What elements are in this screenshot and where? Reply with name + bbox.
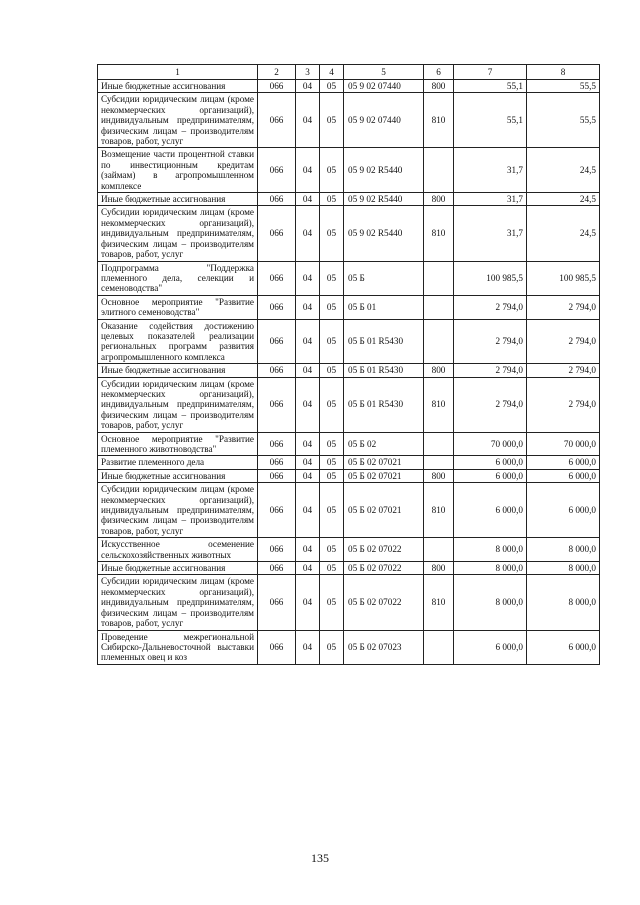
- cell-amount-2: 2 794,0: [527, 377, 600, 432]
- cell-amount-2: 2 794,0: [527, 319, 600, 364]
- cell-amount-2: 24,5: [527, 206, 600, 261]
- cell-subsection: 05: [320, 206, 344, 261]
- table-row: [98, 538, 600, 562]
- cell-name: Оказание содействия достижению целевых показателей реализации региональных программ развития агропромышленного комплекса: [98, 319, 258, 364]
- cell-subsection: 05: [320, 469, 344, 482]
- cell-ministry-code: 066: [258, 148, 296, 193]
- cell-target-article: 05 Б 02 07022: [344, 575, 424, 630]
- cell-amount-1: 8 000,0: [454, 575, 527, 630]
- cell-subsection: 05: [320, 575, 344, 630]
- cell-target-article: 05 Б 01 R5430: [344, 319, 424, 364]
- cell-section: 04: [296, 295, 320, 319]
- table-row: [98, 295, 600, 319]
- table-row: [98, 80, 600, 93]
- cell-expense-type: [424, 630, 454, 664]
- table-row: [98, 469, 600, 482]
- cell-amount-1: 8 000,0: [454, 538, 527, 562]
- cell-amount-2: 8 000,0: [527, 575, 600, 630]
- cell-target-article: 05 Б 02 07023: [344, 630, 424, 664]
- cell-section: 04: [296, 193, 320, 206]
- header-cell-1: 1: [98, 65, 258, 80]
- cell-target-article: 05 Б 02 07021: [344, 483, 424, 538]
- table-row: [98, 483, 600, 538]
- cell-section: 04: [296, 630, 320, 664]
- cell-target-article: 05 9 02 07440: [344, 80, 424, 93]
- table-row: [98, 456, 600, 469]
- cell-name: Субсидии юридическим лицам (кроме некоммерческих организаций), индивидуальным предпринимателям, физическим лицам – производителям товаров, работ, услуг: [98, 93, 258, 148]
- table-row: [98, 319, 600, 364]
- cell-target-article: 05 9 02 R5440: [344, 193, 424, 206]
- cell-name: Иные бюджетные ассигнования: [98, 562, 258, 575]
- cell-expense-type: [424, 295, 454, 319]
- cell-name: Искусственное осеменение сельскохозяйственных животных: [98, 538, 258, 562]
- cell-amount-2: 8 000,0: [527, 538, 600, 562]
- cell-amount-2: 6 000,0: [527, 469, 600, 482]
- cell-target-article: 05 Б 02 07022: [344, 538, 424, 562]
- cell-name: Иные бюджетные ассигнования: [98, 193, 258, 206]
- cell-subsection: 05: [320, 483, 344, 538]
- cell-target-article: 05 Б 02: [344, 432, 424, 456]
- cell-amount-1: 2 794,0: [454, 319, 527, 364]
- cell-amount-2: 24,5: [527, 193, 600, 206]
- cell-expense-type: [424, 261, 454, 295]
- cell-amount-2: 2 794,0: [527, 295, 600, 319]
- cell-ministry-code: 066: [258, 364, 296, 377]
- cell-expense-type: 800: [424, 469, 454, 482]
- cell-subsection: 05: [320, 193, 344, 206]
- cell-amount-2: 6 000,0: [527, 456, 600, 469]
- cell-expense-type: 810: [424, 575, 454, 630]
- cell-name: Субсидии юридическим лицам (кроме некоммерческих организаций), индивидуальным предпринимателям, физическим лицам – производителям товаров, работ, услуг: [98, 206, 258, 261]
- header-cell-3: 3: [296, 65, 320, 80]
- cell-amount-1: 70 000,0: [454, 432, 527, 456]
- header-cell-2: 2: [258, 65, 296, 80]
- cell-expense-type: [424, 432, 454, 456]
- header-cell-5: 5: [344, 65, 424, 80]
- cell-ministry-code: 066: [258, 630, 296, 664]
- cell-name: Развитие племенного дела: [98, 456, 258, 469]
- page-number: 135: [311, 851, 329, 865]
- cell-name: Основное мероприятие "Развитие племенного животноводства": [98, 432, 258, 456]
- cell-target-article: 05 Б 01 R5430: [344, 377, 424, 432]
- cell-section: 04: [296, 456, 320, 469]
- cell-section: 04: [296, 483, 320, 538]
- cell-amount-2: 24,5: [527, 148, 600, 193]
- cell-target-article: 05 Б 02 07021: [344, 469, 424, 482]
- cell-amount-1: 2 794,0: [454, 295, 527, 319]
- cell-ministry-code: 066: [258, 206, 296, 261]
- cell-ministry-code: 066: [258, 483, 296, 538]
- cell-amount-1: 6 000,0: [454, 469, 527, 482]
- cell-section: 04: [296, 261, 320, 295]
- cell-expense-type: [424, 148, 454, 193]
- cell-section: 04: [296, 148, 320, 193]
- header-cell-8: 8: [527, 65, 600, 80]
- cell-section: 04: [296, 80, 320, 93]
- cell-ministry-code: 066: [258, 193, 296, 206]
- cell-amount-1: 6 000,0: [454, 456, 527, 469]
- cell-subsection: 05: [320, 261, 344, 295]
- cell-target-article: 05 9 02 R5440: [344, 148, 424, 193]
- cell-target-article: 05 Б 01 R5430: [344, 364, 424, 377]
- budget-table: [97, 64, 600, 665]
- cell-ministry-code: 066: [258, 319, 296, 364]
- table-row: [98, 193, 600, 206]
- cell-name: Возмещение части процентной ставки по инвестиционным кредитам (займам) в агропромышленном комплексе: [98, 148, 258, 193]
- cell-name: Субсидии юридическим лицам (кроме некоммерческих организаций), индивидуальным предпринимателям, физическим лицам – производителям товаров, работ, услуг: [98, 483, 258, 538]
- cell-ministry-code: 066: [258, 575, 296, 630]
- cell-amount-1: 55,1: [454, 93, 527, 148]
- cell-expense-type: 800: [424, 364, 454, 377]
- cell-ministry-code: 066: [258, 377, 296, 432]
- cell-amount-1: 2 794,0: [454, 377, 527, 432]
- cell-section: 04: [296, 469, 320, 482]
- cell-expense-type: 810: [424, 206, 454, 261]
- header-row: [98, 65, 600, 80]
- cell-amount-2: 100 985,5: [527, 261, 600, 295]
- cell-name: Субсидии юридическим лицам (кроме некоммерческих организаций), индивидуальным предпринимателям, физическим лицам – производителям товаров, работ, услуг: [98, 377, 258, 432]
- cell-section: 04: [296, 364, 320, 377]
- table-row: [98, 93, 600, 148]
- table-row: [98, 575, 600, 630]
- cell-ministry-code: 066: [258, 261, 296, 295]
- header-cell-7: 7: [454, 65, 527, 80]
- cell-subsection: 05: [320, 148, 344, 193]
- cell-subsection: 05: [320, 93, 344, 148]
- cell-expense-type: 810: [424, 377, 454, 432]
- cell-expense-type: 800: [424, 562, 454, 575]
- table-row: [98, 148, 600, 193]
- table-row: [98, 630, 600, 664]
- cell-name: Подпрограмма "Поддержка племенного дела, селекции и семеноводства": [98, 261, 258, 295]
- cell-subsection: 05: [320, 456, 344, 469]
- cell-expense-type: 810: [424, 93, 454, 148]
- header-cell-6: 6: [424, 65, 454, 80]
- cell-target-article: 05 Б: [344, 261, 424, 295]
- table-row: [98, 364, 600, 377]
- cell-ministry-code: 066: [258, 538, 296, 562]
- cell-subsection: 05: [320, 80, 344, 93]
- cell-amount-1: 31,7: [454, 148, 527, 193]
- cell-target-article: 05 Б 02 07021: [344, 456, 424, 469]
- cell-expense-type: 810: [424, 483, 454, 538]
- table-row: [98, 206, 600, 261]
- cell-expense-type: 800: [424, 80, 454, 93]
- cell-expense-type: [424, 319, 454, 364]
- cell-section: 04: [296, 206, 320, 261]
- cell-expense-type: [424, 456, 454, 469]
- cell-amount-2: 55,5: [527, 93, 600, 148]
- cell-section: 04: [296, 575, 320, 630]
- cell-target-article: 05 Б 01: [344, 295, 424, 319]
- table-row: [98, 562, 600, 575]
- table-row: [98, 377, 600, 432]
- cell-section: 04: [296, 562, 320, 575]
- cell-name: Иные бюджетные ассигнования: [98, 364, 258, 377]
- cell-amount-1: 6 000,0: [454, 630, 527, 664]
- cell-section: 04: [296, 319, 320, 364]
- cell-amount-1: 55,1: [454, 80, 527, 93]
- cell-subsection: 05: [320, 319, 344, 364]
- cell-name: Основное мероприятие "Развитие элитного семеноводства": [98, 295, 258, 319]
- cell-name: Субсидии юридическим лицам (кроме некоммерческих организаций), индивидуальным предпринимателям, физическим лицам – производителям товаров, работ, услуг: [98, 575, 258, 630]
- cell-name: Иные бюджетные ассигнования: [98, 80, 258, 93]
- table-row: [98, 261, 600, 295]
- cell-name: Проведение межрегиональной Сибирско-Дальневосточной выставки племенных овец и коз: [98, 630, 258, 664]
- cell-target-article: 05 9 02 07440: [344, 93, 424, 148]
- cell-amount-2: 2 794,0: [527, 364, 600, 377]
- cell-subsection: 05: [320, 630, 344, 664]
- cell-subsection: 05: [320, 432, 344, 456]
- cell-amount-1: 6 000,0: [454, 483, 527, 538]
- table-row: [98, 432, 600, 456]
- header-cell-4: 4: [320, 65, 344, 80]
- cell-ministry-code: 066: [258, 295, 296, 319]
- cell-target-article: 05 Б 02 07022: [344, 562, 424, 575]
- cell-ministry-code: 066: [258, 562, 296, 575]
- cell-subsection: 05: [320, 377, 344, 432]
- cell-subsection: 05: [320, 562, 344, 575]
- cell-amount-2: 70 000,0: [527, 432, 600, 456]
- cell-target-article: 05 9 02 R5440: [344, 206, 424, 261]
- cell-amount-1: 100 985,5: [454, 261, 527, 295]
- cell-amount-2: 55,5: [527, 80, 600, 93]
- cell-amount-1: 31,7: [454, 206, 527, 261]
- cell-ministry-code: 066: [258, 93, 296, 148]
- cell-amount-2: 6 000,0: [527, 483, 600, 538]
- cell-ministry-code: 066: [258, 432, 296, 456]
- cell-subsection: 05: [320, 295, 344, 319]
- cell-section: 04: [296, 377, 320, 432]
- cell-amount-1: 31,7: [454, 193, 527, 206]
- cell-section: 04: [296, 432, 320, 456]
- cell-ministry-code: 066: [258, 469, 296, 482]
- cell-name: Иные бюджетные ассигнования: [98, 469, 258, 482]
- cell-expense-type: 800: [424, 193, 454, 206]
- cell-section: 04: [296, 93, 320, 148]
- cell-amount-1: 8 000,0: [454, 562, 527, 575]
- cell-ministry-code: 066: [258, 456, 296, 469]
- cell-amount-2: 6 000,0: [527, 630, 600, 664]
- cell-ministry-code: 066: [258, 80, 296, 93]
- cell-section: 04: [296, 538, 320, 562]
- cell-subsection: 05: [320, 364, 344, 377]
- cell-expense-type: [424, 538, 454, 562]
- cell-amount-2: 8 000,0: [527, 562, 600, 575]
- cell-subsection: 05: [320, 538, 344, 562]
- cell-amount-1: 2 794,0: [454, 364, 527, 377]
